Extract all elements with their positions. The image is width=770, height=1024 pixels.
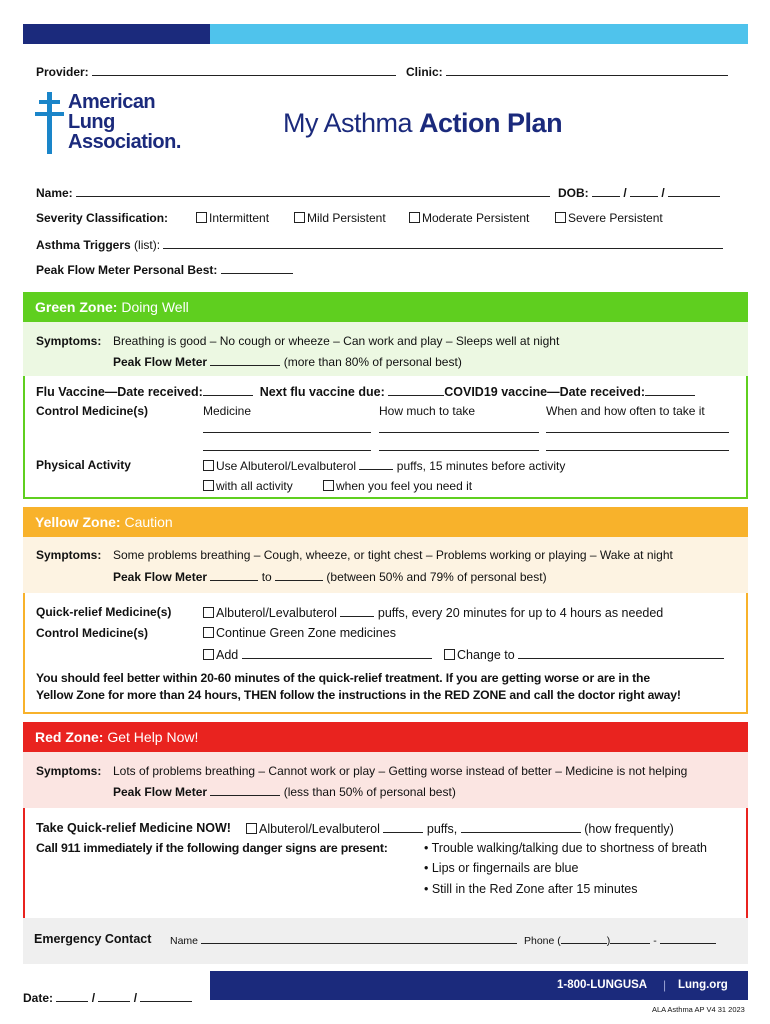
call-911-label: Call 911 immediately if the following danger signs are present: xyxy=(36,841,388,855)
footer-separator: | xyxy=(663,978,667,992)
page-title: My Asthma Action Plan xyxy=(283,108,563,138)
red-symptoms-text: Lots of problems breathing – Cannot work or play – Getting worse instead of better – Medicine is not helping xyxy=(113,764,688,778)
green-peakflow[interactable]: Peak Flow Meter (more than 80% of personal best) xyxy=(113,355,462,369)
green-symptoms-text: Breathing is good – No cough or wheeze – Can work and play – Sleeps well at night xyxy=(113,334,560,348)
red-zone-header: Red Zone: Get Help Now! xyxy=(23,722,748,752)
activity-label: Physical Activity xyxy=(36,458,131,472)
emergency-label: Emergency Contact xyxy=(34,932,152,946)
green-control-label: Control Medicine(s) xyxy=(36,404,149,418)
checkbox[interactable] xyxy=(203,649,214,660)
severity-intermittent[interactable]: Intermittent xyxy=(196,211,269,225)
checkbox[interactable] xyxy=(444,649,455,660)
red-symptoms-label: Symptoms: xyxy=(36,764,102,778)
when-line[interactable] xyxy=(546,432,729,433)
yellow-warning: You should feel better within 20-60 minutes of the quick-relief treatment. If you are getting worse or are in the Yellow Zone for more than 24 hours, THEN follow the instructions in the RED ZONE and call the doctor right away! xyxy=(36,671,681,702)
severity-label: Severity Classification: xyxy=(36,211,169,225)
date-field[interactable]: Date: / / xyxy=(23,990,192,1005)
footer-code: ALA Asthma AP V4 31 2023 xyxy=(652,1005,745,1014)
checkbox[interactable] xyxy=(203,627,214,638)
yellow-peakflow[interactable]: Peak Flow Meter to (between 50% and 79% of personal best) xyxy=(113,570,547,584)
checkbox[interactable] xyxy=(203,607,214,618)
danger-sign: • Lips or fingernails are blue xyxy=(424,861,579,875)
when-line[interactable] xyxy=(546,450,729,451)
activity-albuterol[interactable]: Use Albuterol/Levalbuterol puffs, 15 minutes before activity xyxy=(203,458,565,473)
danger-sign: • Still in the Red Zone after 15 minutes xyxy=(424,882,638,896)
severity-moderate[interactable]: Moderate Persistent xyxy=(409,211,529,225)
footer-bar xyxy=(210,971,748,1000)
emergency-phone-field[interactable]: Phone ( ) - xyxy=(524,934,716,947)
provider-field[interactable]: Provider: xyxy=(36,64,396,79)
checkbox[interactable] xyxy=(294,212,305,223)
yellow-change-to[interactable]: Change to xyxy=(444,647,724,662)
checkbox[interactable] xyxy=(555,212,566,223)
quick-relief-label: Quick-relief Medicine(s) xyxy=(36,605,172,619)
activity-when-needed[interactable]: when you feel you need it xyxy=(323,479,472,493)
col-medicine: Medicine xyxy=(203,404,252,418)
col-when: When and how often to take it xyxy=(546,404,705,418)
yellow-symptoms-band xyxy=(23,537,748,593)
clinic-field[interactable]: Clinic: xyxy=(406,64,728,79)
yellow-albuterol[interactable]: Albuterol/Levalbuterol puffs, every 20 minutes for up to 4 hours as needed xyxy=(203,605,663,620)
lung-cross-icon xyxy=(34,92,66,154)
footer-site: Lung.org xyxy=(678,979,728,991)
yellow-symptoms-label: Symptoms: xyxy=(36,548,102,562)
take-now-label: Take Quick-relief Medicine NOW! xyxy=(36,821,231,835)
danger-sign: • Trouble walking/talking due to shortness of breath xyxy=(424,841,708,855)
checkbox[interactable] xyxy=(246,823,257,834)
footer-phone: 1-800-LUNGUSA xyxy=(557,979,648,991)
severity-mild[interactable]: Mild Persistent xyxy=(294,211,386,225)
yellow-control-label: Control Medicine(s) xyxy=(36,626,149,640)
yellow-add[interactable]: Add xyxy=(203,647,432,662)
activity-with-all[interactable]: with all activity xyxy=(203,479,293,493)
green-symptoms-label: Symptoms: xyxy=(36,334,102,348)
how-much-line[interactable] xyxy=(379,450,539,451)
checkbox[interactable] xyxy=(196,212,207,223)
checkbox[interactable] xyxy=(323,480,334,491)
severity-severe[interactable]: Severe Persistent xyxy=(555,211,663,225)
red-albuterol[interactable]: Albuterol/Levalbuterol puffs, (how frequently) xyxy=(246,821,674,836)
red-peakflow[interactable]: Peak Flow Meter (less than 50% of personal best) xyxy=(113,785,456,799)
triggers-field[interactable]: Asthma Triggers (list): xyxy=(36,237,723,252)
flu-vaccine-row[interactable]: Flu Vaccine—Date received: Next flu vaccine due: COVID19 vaccine—Date received: xyxy=(36,384,695,399)
emergency-name-field[interactable]: Name xyxy=(170,934,517,947)
logo-text: American Lung Association. xyxy=(68,91,181,153)
yellow-continue-green[interactable]: Continue Green Zone medicines xyxy=(203,626,396,640)
medicine-line[interactable] xyxy=(203,450,371,451)
top-bar-navy xyxy=(23,24,210,44)
dob-field[interactable]: DOB: / / xyxy=(558,185,720,200)
checkbox[interactable] xyxy=(203,460,214,471)
checkbox[interactable] xyxy=(203,480,214,491)
yellow-zone-header: Yellow Zone: Caution xyxy=(23,507,748,537)
top-bar-sky xyxy=(210,24,748,44)
green-zone-header: Green Zone: Doing Well xyxy=(23,292,748,322)
checkbox[interactable] xyxy=(409,212,420,223)
yellow-symptoms-text: Some problems breathing – Cough, wheeze, or tight chest – Problems working or playing – Wake at night xyxy=(113,548,673,562)
peakflow-best-field[interactable]: Peak Flow Meter Personal Best: xyxy=(36,262,293,277)
how-much-line[interactable] xyxy=(379,432,539,433)
name-field[interactable]: Name: xyxy=(36,185,550,200)
medicine-line[interactable] xyxy=(203,432,371,433)
col-how-much: How much to take xyxy=(379,404,476,418)
red-symptoms-band xyxy=(23,752,748,808)
